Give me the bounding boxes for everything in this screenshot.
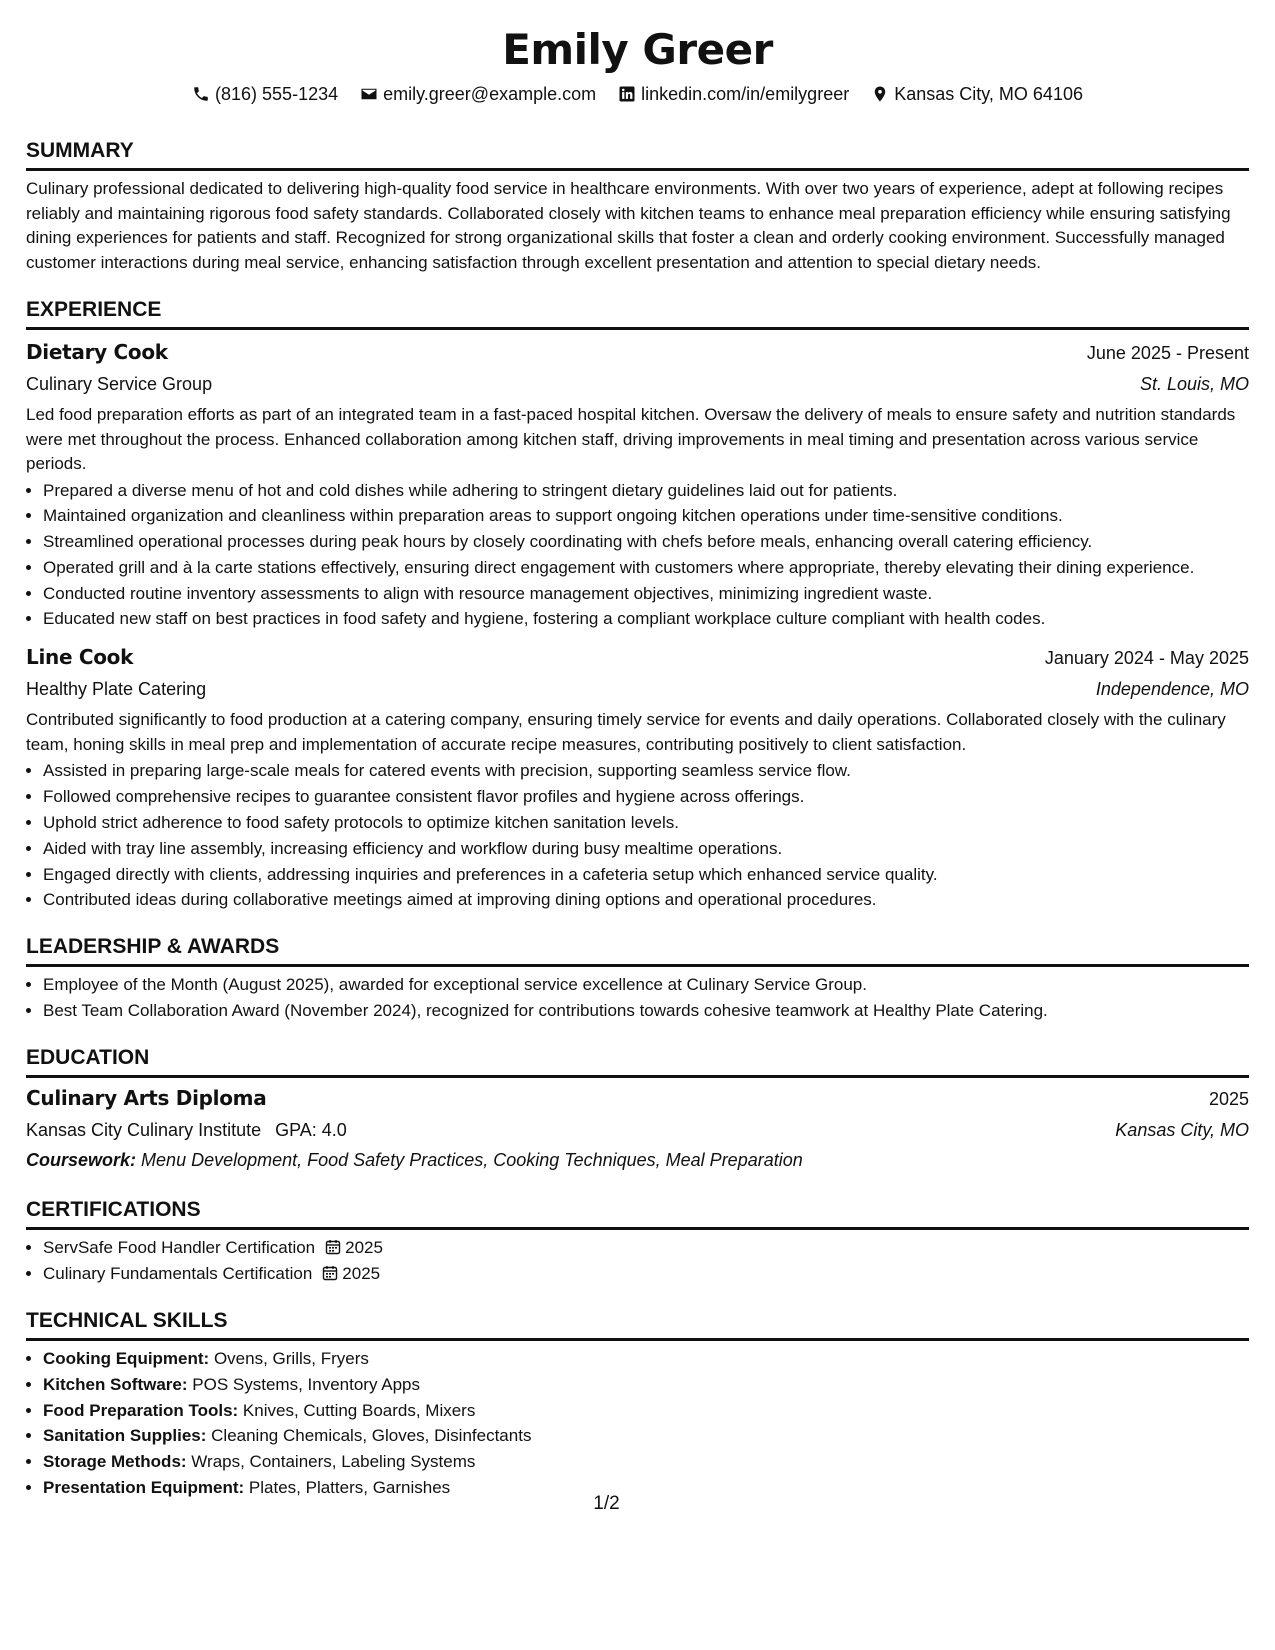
list-item: • Contributed ideas during collaborative meetings aimed at improving dining options and operational procedures. — [43, 888, 1249, 912]
skill-label: Kitchen Software: — [43, 1374, 188, 1394]
map-pin-icon — [871, 85, 889, 103]
skill-value: Wraps, Containers, Labeling Systems — [191, 1452, 476, 1472]
linkedin-icon — [618, 85, 636, 103]
coursework — [26, 1145, 1249, 1175]
list-item: • Maintained organization and cleanliness within preparation areas to support ongoing kitchen operations under time-sensitive conditions. — [43, 504, 1249, 528]
job-description: Led food preparation efforts as part of an integrated team in a fast-paced hospital kitchen. Oversaw the delivery of meals to ensure safety and nutrition standards were met throughout the process. Enhanced collaboration among kitchen staff, driving improvements in meal timing and presentation across various service periods. — [26, 405, 1236, 473]
calendar-icon — [322, 1265, 338, 1281]
job-company: Culinary Service Group — [26, 374, 213, 394]
job-dates: January 2024 - May 2025 — [1044, 648, 1249, 669]
list-item — [43, 1450, 1249, 1474]
certification-year: 2025 — [345, 1238, 383, 1258]
contact-phone[interactable] — [192, 84, 338, 105]
section-title-education: EDUCATION — [26, 1045, 1249, 1078]
phone-icon — [192, 85, 210, 103]
list-item: • Operated grill and à la carte stations effectively, ensuring direct engagement with customers where appropriate, thereby elevating their dining experience. — [43, 556, 1249, 580]
linkedin-text: linkedin.com/in/emilygreer — [641, 83, 850, 104]
skill-value: Plates, Platters, Garnishes — [248, 1478, 451, 1498]
certification-name: ServSafe Food Handler Certification — [43, 1238, 316, 1258]
section-title-summary: SUMMARY — [26, 138, 1249, 171]
resume-page — [26, 24, 1249, 1502]
location-text: Kansas City, MO 64106 — [894, 83, 1083, 104]
job-entry — [26, 641, 1249, 912]
degree-title: Culinary Arts Diploma — [26, 1086, 267, 1111]
skills-list — [26, 1347, 1249, 1500]
job-location: Independence, MO — [1095, 679, 1249, 700]
school-location: Kansas City, MO — [1115, 1120, 1249, 1141]
phone-text: (816) 555-1234 — [215, 83, 339, 104]
candidate-name: Emily Greer — [502, 25, 773, 74]
contact-bar — [26, 82, 1249, 106]
certifications-list — [26, 1236, 1249, 1286]
job-entry — [26, 336, 1249, 631]
awards-section — [26, 934, 1249, 1023]
job-bullets — [26, 479, 1249, 632]
degree-year: 2025 — [1208, 1089, 1249, 1110]
awards-list — [26, 973, 1249, 1023]
skill-label: Sanitation Supplies: — [43, 1426, 207, 1446]
job-description: Contributed significantly to food production at a catering company, ensuring timely service for events and daily operations. Collaborated closely with the culinary team, honing skills in meal prep and implementation of accurate recipe measures, contributing positively to client satisfaction. — [26, 710, 1226, 754]
envelope-icon — [360, 85, 378, 103]
calendar-icon — [325, 1239, 341, 1255]
section-title-certifications: CERTIFICATIONS — [26, 1197, 1249, 1230]
education-section — [26, 1045, 1249, 1175]
section-title-experience: EXPERIENCE — [26, 297, 1249, 330]
list-item: • Best Team Collaboration Award (November 2024), recognized for contributions towards cohesive teamwork at Healthy Plate Catering. — [43, 999, 1249, 1023]
list-item: • Assisted in preparing large-scale meals for catered events with precision, supporting seamless service flow. — [43, 759, 1249, 783]
skill-label: Storage Methods: — [43, 1452, 187, 1472]
job-bullets — [26, 759, 1249, 912]
certification-name: Culinary Fundamentals Certification — [43, 1264, 313, 1284]
skill-value: Cleaning Chemicals, Gloves, Disinfectants — [211, 1426, 532, 1446]
contact-email[interactable] — [360, 84, 596, 105]
list-item: • Engaged directly with clients, addressing inquiries and preferences in a cafeteria setup which enhanced service quality. — [43, 863, 1249, 887]
summary-section — [26, 138, 1249, 275]
skill-value: Knives, Cutting Boards, Mixers — [242, 1400, 476, 1420]
job-company: Healthy Plate Catering — [26, 679, 207, 700]
summary-text: Culinary professional dedicated to delivering high-quality food service in healthcare environments. With over two years of experience, adept at following recipes reliably and maintaining rigorous food safety standards. Collaborated closely with kitchen teams to enhance meal preparation efficiency while ensuring satisfying dining experiences for patients and staff. Recognized for strong organizational skills that foster a clean and orderly cooking environment. Successfully managed customer interactions during meal service, enhancing satisfaction through excellent presentation and attention to special dietary needs. — [26, 179, 1231, 272]
list-item — [43, 1236, 1249, 1260]
list-item — [43, 1399, 1249, 1423]
skill-label: Cooking Equipment: — [43, 1349, 210, 1369]
list-item — [43, 1347, 1249, 1371]
gpa: GPA: 4.0 — [275, 1120, 347, 1141]
list-item: • Aided with tray line assembly, increasing efficiency and workflow during busy mealtime operations. — [43, 837, 1249, 861]
list-item: • Uphold strict adherence to food safety protocols to optimize kitchen sanitation levels. — [43, 811, 1249, 835]
list-item — [43, 1373, 1249, 1397]
list-item: • Followed comprehensive recipes to guarantee consistent flavor profiles and hygiene across offerings. — [43, 785, 1249, 809]
list-item: • Employee of the Month (August 2025), awarded for exceptional service excellence at Culinary Service Group. — [43, 973, 1249, 997]
skill-value: POS Systems, Inventory Apps — [192, 1374, 420, 1394]
coursework-list: Menu Development, Food Safety Practices, Cooking Techniques, Meal Preparation — [141, 1150, 803, 1171]
contact-linkedin[interactable] — [618, 84, 849, 105]
list-item — [43, 1262, 1249, 1286]
section-title-awards: LEADERSHIP & AWARDS — [26, 934, 1249, 967]
list-item — [43, 1424, 1249, 1448]
job-title: Dietary Cook — [26, 340, 168, 364]
certifications-section — [26, 1197, 1249, 1286]
section-title-skills: TECHNICAL SKILLS — [26, 1308, 1249, 1341]
job-title: Line Cook — [26, 645, 134, 670]
skill-value: Ovens, Grills, Fryers — [213, 1349, 369, 1369]
list-item: • Conducted routine inventory assessments to align with resource management objectives, minimizing ingredient waste. — [43, 582, 1249, 606]
school-name: Kansas City Culinary Institute — [26, 1120, 262, 1141]
contact-location — [871, 84, 1083, 105]
email-text: emily.greer@example.com — [383, 83, 597, 104]
skill-label: Food Preparation Tools: — [43, 1400, 239, 1420]
page-number: 1/2 — [593, 1493, 620, 1514]
school-line — [26, 1116, 347, 1144]
skill-label: Presentation Equipment: — [43, 1478, 245, 1498]
skills-section — [26, 1308, 1249, 1500]
list-item: • Streamlined operational processes during peak hours by closely coordinating with chefs before meals, enhancing overall catering efficiency. — [43, 530, 1249, 554]
job-location: St. Louis, MO — [1139, 374, 1249, 394]
certification-year: 2025 — [342, 1264, 381, 1284]
experience-section — [26, 297, 1249, 912]
coursework-label: Coursework: — [26, 1150, 137, 1171]
list-item: • Educated new staff on best practices in food safety and hygiene, fostering a compliant workplace culture compliant with health codes. — [43, 607, 1249, 631]
list-item: • Prepared a diverse menu of hot and cold dishes while adhering to stringent dietary guidelines laid out for patients. — [43, 479, 1249, 503]
job-dates: June 2025 - Present — [1086, 343, 1249, 363]
